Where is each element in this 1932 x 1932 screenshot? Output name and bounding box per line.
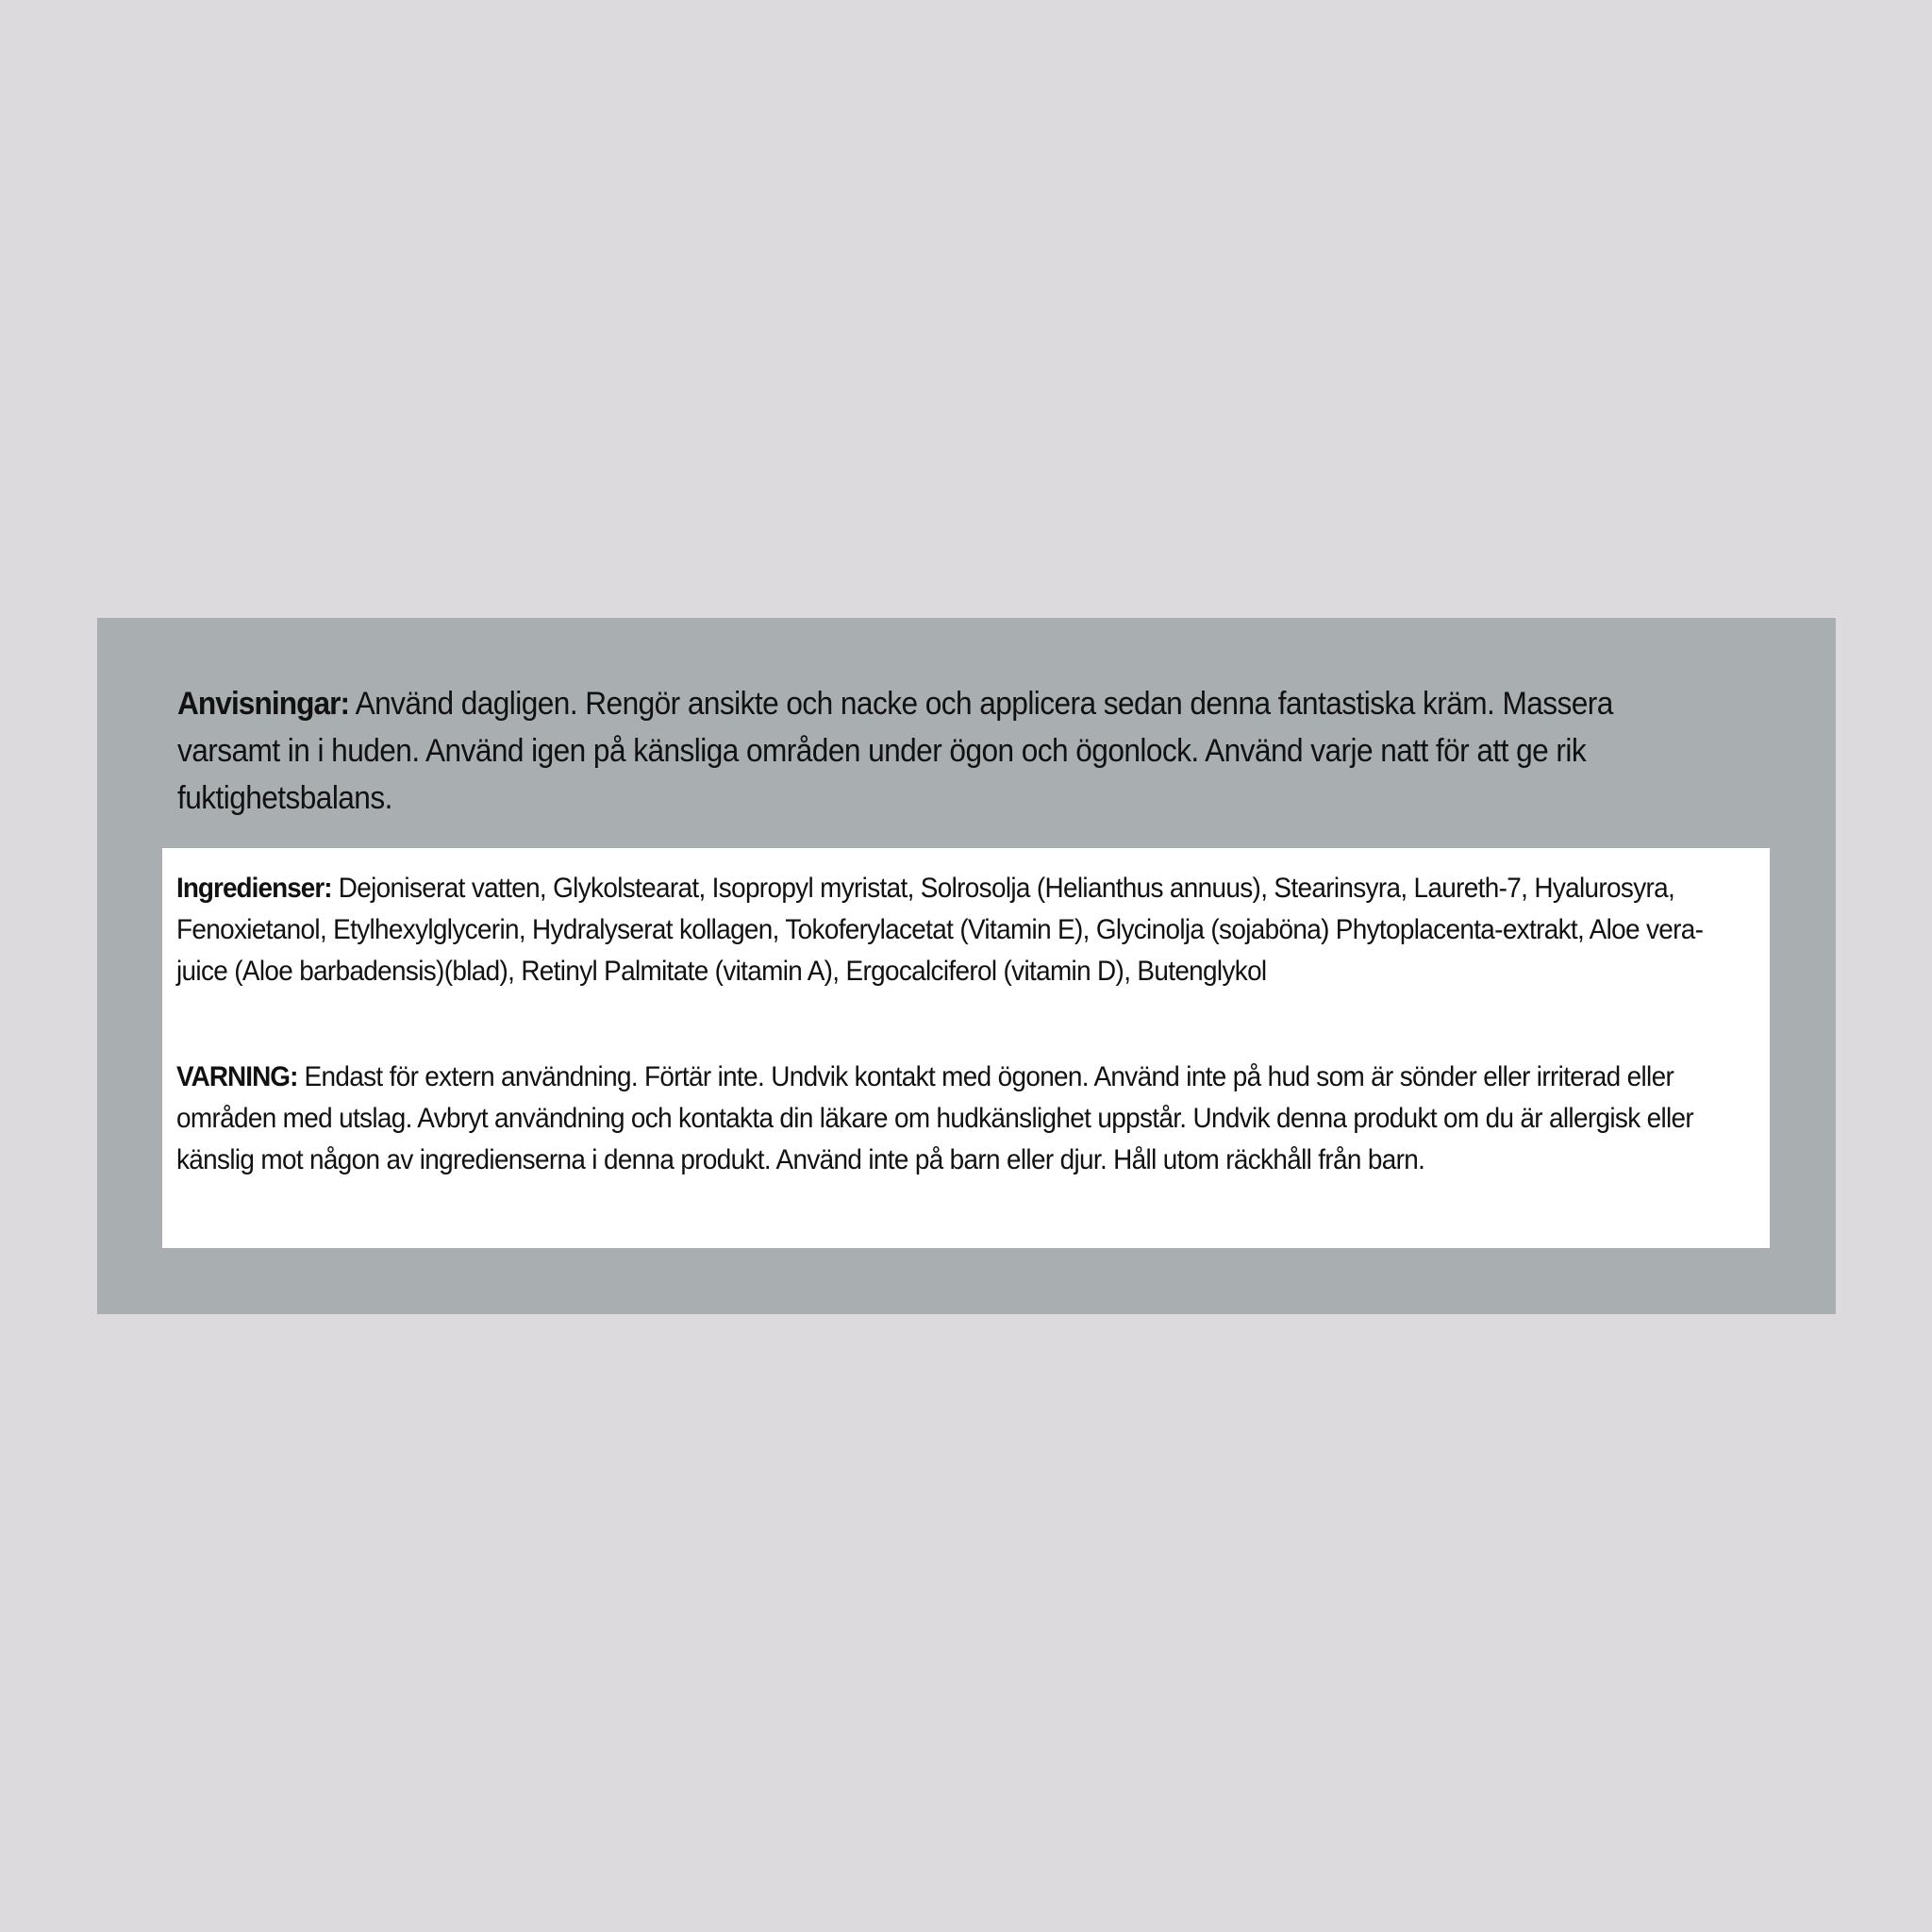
info-box (162, 848, 1770, 1248)
ingredients-label: Ingredienser: (176, 873, 332, 904)
product-label-panel (97, 618, 1836, 1314)
warning-text: Endast för extern användning. Förtär inte. Undvik kontakt med ögonen. Använd inte på hud som är sönder eller irriterad eller områden med utslag. Avbryt användning och kontakta din läkare om hudkänslighet uppstår. Undvik denna produkt om du är allergisk eller känslig mot någon av ingredienserna i denna produkt. Använd inte på barn eller djur. Håll utom räckhåll från barn. (176, 1061, 1694, 1175)
warning-paragraph (176, 1057, 1721, 1181)
warning-label: VARNING: (176, 1061, 298, 1092)
ingredients-text: Dejoniserat vatten, Glykolstearat, Isopropyl myristat, Solrosolja (Helianthus annuus), Stearinsyra, Laureth-7, Hyalurosyra, Fenoxietanol, Etylhexylglycerin, Hydralyserat kollagen, Tokoferylacetat (Vitamin E), Glycinolja (sojaböna) Phytoplacenta-extrakt, Aloe vera-juice (Aloe barbadensis)(blad), Retinyl Palmitate (vitamin A), Ergocalciferol (vitamin D), Butenglykol (176, 873, 1704, 987)
directions-paragraph (177, 680, 1669, 822)
ingredients-paragraph (176, 868, 1721, 992)
directions-label: Anvisningar: (177, 686, 350, 722)
directions-text: Använd dagligen. Rengör ansikte och nacke och applicera sedan denna fantastiska kräm. Massera varsamt in i huden. Använd igen på känsliga områden under ögon och ögonlock. Använd varje natt för att ge rik fuktighetsbalans. (177, 686, 1613, 816)
